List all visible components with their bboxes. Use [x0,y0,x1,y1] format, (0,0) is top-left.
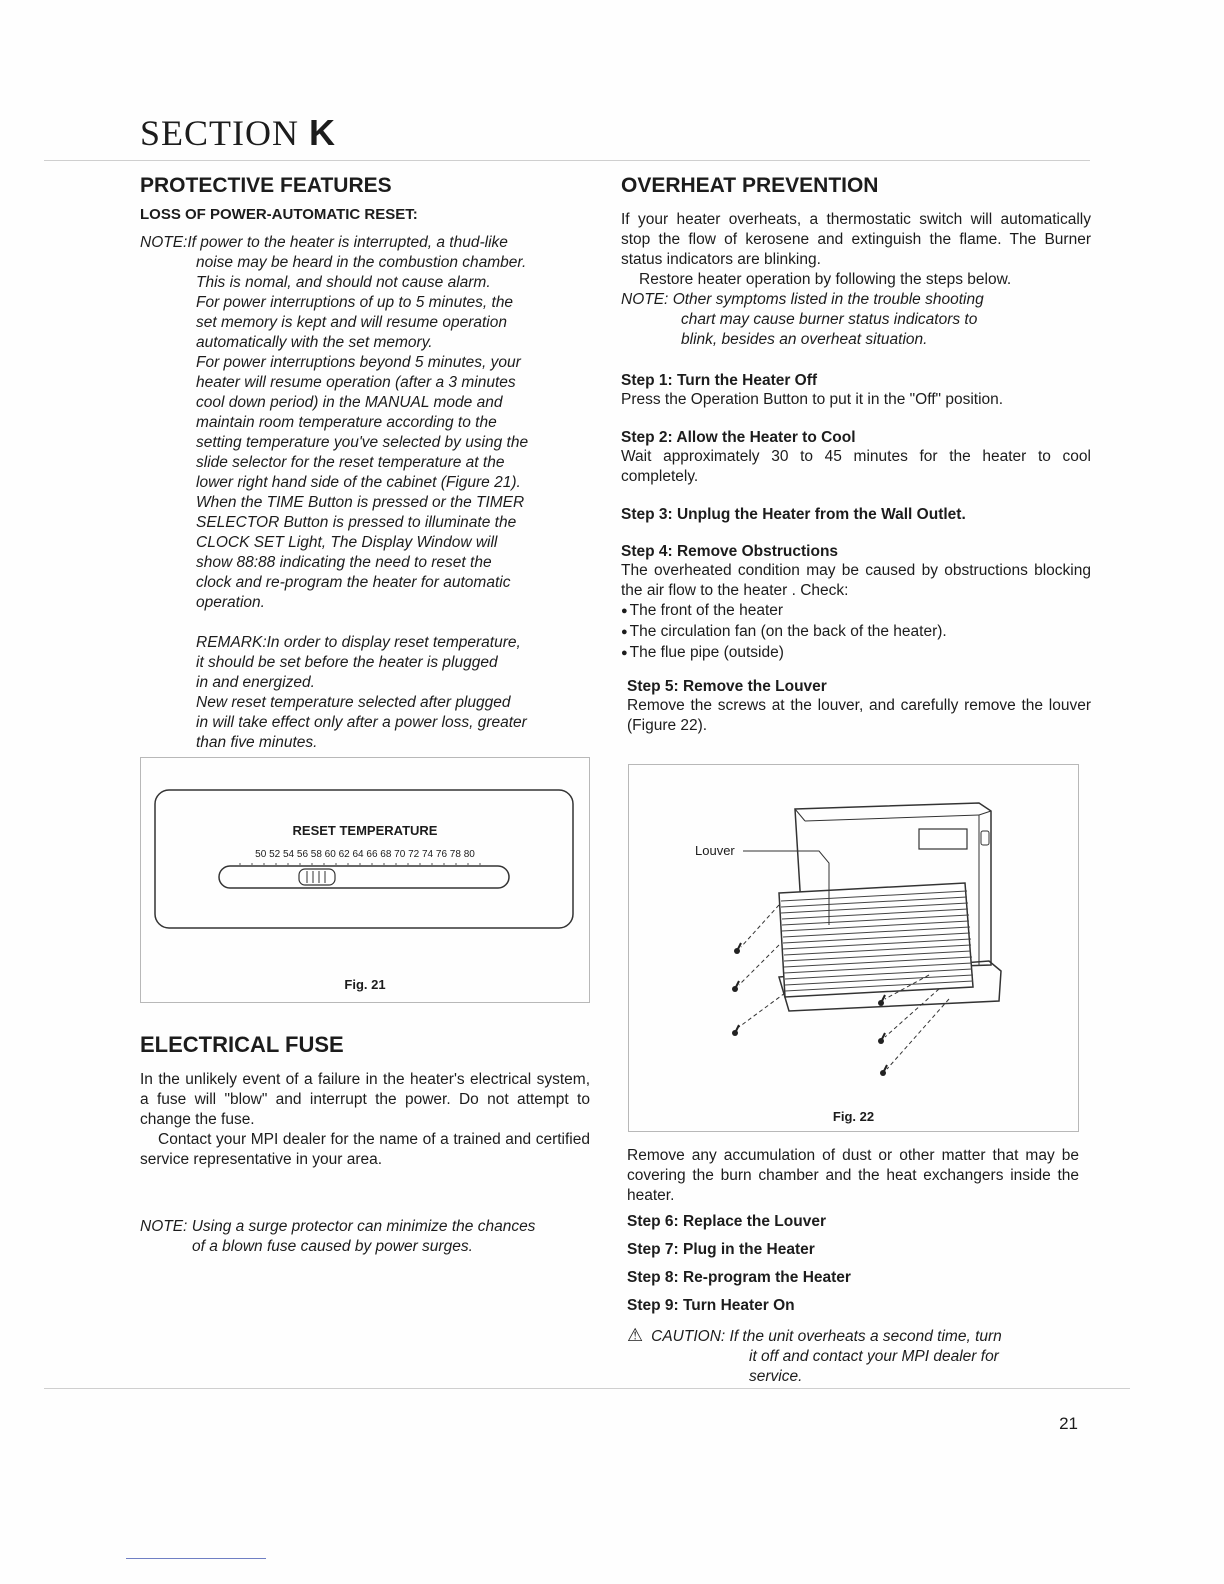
slide-knob [299,869,335,885]
note-line: When the TIME Button is pressed or the TIMER [196,494,525,511]
caution-line: service. [749,1368,803,1385]
checklist-item: ● The front of the heater [621,601,1091,622]
right-column-lower [627,1146,1079,1387]
remark-line: in and energized. [196,674,315,691]
step-1-text: Press the Operation Button to put it in the "Off" position. [621,391,1004,408]
remark-line: in will take effect only after a power loss, greater [196,714,527,731]
note-line: clock and re-program the heater for automatic [196,574,511,591]
section-title [140,112,336,154]
page-number: 21 [1059,1414,1078,1433]
note-line: automatically with the set memory. [196,334,433,351]
fuse-paragraph-2: Contact your MPI dealer for the name of a trained and certified service representative in your area. [140,1131,590,1168]
note-line: noise may be heard in the combustion chamber. [196,254,527,271]
remark-line: than five minutes. [196,734,318,751]
remark-line: In order to display reset temperature, [266,634,521,651]
fuse-note-line: of a blown fuse caused by power surges. [192,1238,473,1255]
fuse-paragraph-1: In the unlikely event of a failure in the heater's electrical system, a fuse will "blow" and interrupt the power. Do not attempt to change the fuse. [140,1071,590,1128]
heater-edge [795,809,805,821]
note-line: heater will resume operation (after a 3 minutes [196,374,516,391]
loss-of-power-subheading: LOSS OF POWER-AUTOMATIC RESET: [140,206,418,223]
figure-21 [140,757,590,1003]
fuse-note [140,1217,590,1257]
note-label: NOTE: [140,234,188,251]
right-column [621,174,1091,736]
note-line: operation. [196,594,265,611]
note-line: setting temperature you've selected by using the [196,434,529,451]
overheat-note-line: blink, besides an overheat situation. [681,331,928,348]
step-8-title: Step 8: Re-program the Heater [627,1269,851,1286]
fig-21-caption: Fig. 21 [344,977,386,992]
note-line: set memory is kept and will resume operation [196,314,507,331]
fuse-note-label: NOTE: [140,1218,188,1235]
note-line: CLOCK SET Light, The Display Window will [196,534,498,551]
overheat-prevention-heading: OVERHEAT PREVENTION [621,174,879,197]
protective-features-heading: PROTECTIVE FEATURES [140,174,392,197]
side-handle [981,831,989,845]
restore-text: Restore heater operation by following the steps below. [639,271,1012,288]
power-note-first-line [140,233,590,253]
remark [196,633,590,753]
remark-label: REMARK: [196,634,267,651]
checklist-item: ● The flue pipe (outside) [621,643,1091,664]
step-7-title: Step 7: Plug in the Heater [627,1241,815,1258]
caution-line: it off and contact your MPI dealer for [749,1348,999,1365]
fig-22-caption: Fig. 22 [832,1109,875,1124]
temperature-scale: 50 52 54 56 58 60 62 64 66 68 70 72 74 76 78 80 [255,849,475,860]
step-2-text: Wait approximately 30 to 45 minutes for the heater to cool completely. [621,448,1091,485]
cleaning-text: Remove any accumulation of dust or other matter that may be covering the burn chamber and the heat exchangers inside the heater. [627,1147,1079,1204]
footer-rule [44,1388,1130,1389]
note-line: SELECTOR Button is pressed to illuminate the [196,514,517,531]
overheat-note [621,290,1091,350]
reset-temperature-panel-drawing [141,758,589,1002]
note-line: slide selector for the reset temperature at the [196,454,505,471]
heater-edge [979,811,991,815]
reset-temperature-label: RESET TEMPERATURE [292,823,438,838]
note-line: maintain room temperature according to the [196,414,497,431]
note-line: For power interruptions beyond 5 minutes, your [196,354,521,371]
overheat-note-line: chart may cause burner status indicators to [681,311,978,328]
fuse-note-first-line [140,1217,590,1237]
warning-triangle-icon: ⚠ [627,1325,644,1345]
header-rule [44,160,1090,161]
note-line: cool down period) in the MANUAL mode and [196,394,503,411]
overheat-note-label: NOTE: [621,291,669,308]
slide-track [219,866,509,888]
figure-22 [628,764,1079,1132]
step-5-title: Step 5: Remove the Louver [627,678,827,695]
section-word: SECTION [140,113,299,153]
display-window [919,829,967,849]
checklist-item: ● The circulation fan (on the back of the heater). [621,622,1091,643]
remark-line: New reset temperature selected after plugged [196,694,511,711]
note-line: If power to the heater is interrupted, a thud-like [187,234,508,251]
left-column [140,174,590,753]
step-2-title: Step 2: Allow the Heater to Cool [621,429,856,446]
step-6-title: Step 6: Replace the Louver [627,1213,826,1230]
step-4-text: The overheated condition may be caused by obstructions blocking the air flow to the heater . Check: [621,562,1091,599]
caution-first-line [627,1325,1079,1347]
remark-first-line [196,633,590,653]
remark-line: it should be set before the heater is plugged [196,654,498,671]
power-note-body [196,253,590,613]
obstruction-checklist [621,601,1091,664]
note-line: This is nomal, and should not cause alarm. [196,274,491,291]
step-5-text: Remove the screws at the louver, and carefully remove the louver (Figure 22). [627,697,1091,734]
overheat-note-first-line [621,290,1091,310]
note-line: lower right hand side of the cabinet (Figure 21). [196,474,521,491]
step-1-title: Step 1: Turn the Heater Off [621,372,818,389]
step-4-title: Step 4: Remove Obstructions [621,543,839,560]
power-note [140,233,590,613]
step-9-title: Step 9: Turn Heater On [627,1297,795,1314]
section-letter: K [309,112,336,153]
caution-note [627,1325,1079,1387]
electrical-fuse-section [140,1032,590,1170]
heater-edge [805,815,979,821]
caution-line: If the unit overheats a second time, turn [729,1328,1002,1345]
overheat-note-line: Other symptoms listed in the trouble shooting [672,291,984,308]
note-line: For power interruptions of up to 5 minutes, the [196,294,514,311]
fuse-note-line: Using a surge protector can minimize the chances [191,1218,536,1235]
overheat-intro: If your heater overheats, a thermostatic switch will automatically stop the flow of kerosene and extinguish the flame. The Burner status indicators are blinking. [621,211,1091,268]
heater-louver-drawing [629,765,1078,1131]
step-3-title: Step 3: Unplug the Heater from the Wall Outlet. [621,506,966,523]
caution-label: CAUTION: [651,1328,726,1345]
bottom-mark [126,1558,266,1559]
note-line: show 88:88 indicating the need to reset the [196,554,492,571]
louver-label: Louver [695,843,735,858]
electrical-fuse-heading: ELECTRICAL FUSE [140,1032,344,1057]
